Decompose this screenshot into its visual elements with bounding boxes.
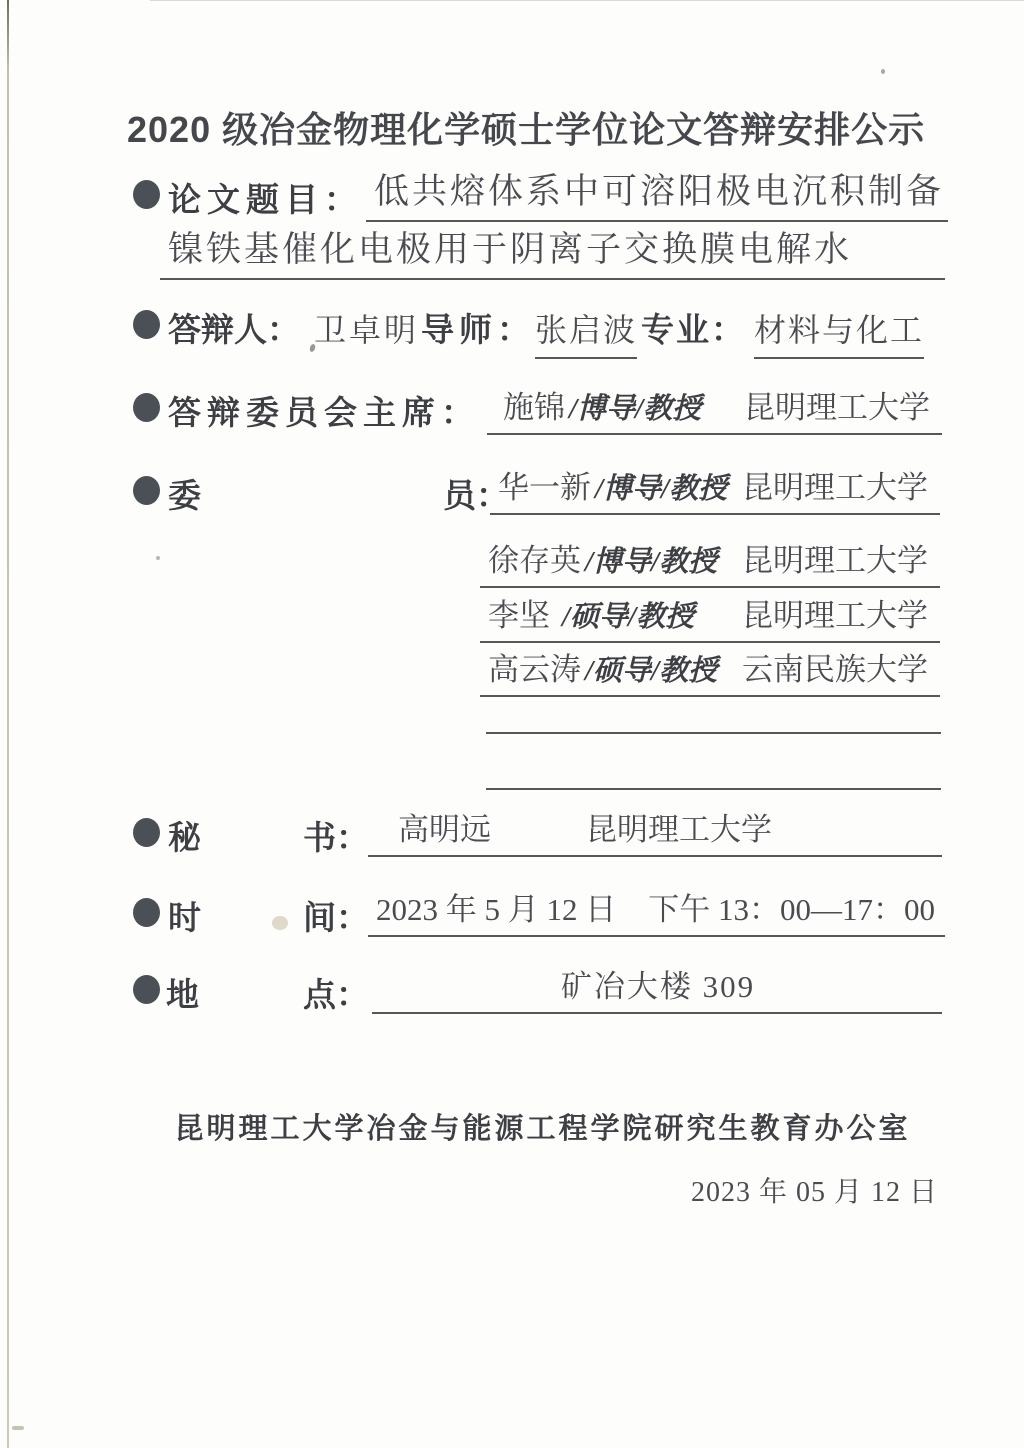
thesis-line2-text: 镍铁基催化电极用于阴离子交换膜电解水 — [168, 230, 853, 269]
secretary-label-right: 书： — [303, 821, 369, 857]
location-label-left: 地 — [166, 978, 199, 1014]
bullet-icon — [133, 180, 160, 209]
secretary-label-left: 秘 — [168, 821, 201, 857]
time-date: 2023 年 5 月 12 日 — [376, 892, 617, 927]
advisor-label: 导师： — [421, 313, 536, 349]
committee-label-right: 员： — [443, 479, 509, 515]
chair-degree-title: /博导/教授 — [569, 393, 702, 425]
committee-row — [0, 466, 1024, 515]
time-underline — [368, 884, 945, 937]
thesis-title-row — [0, 170, 1024, 222]
committee-row — [0, 539, 1024, 588]
member-degree-title: /硕导/教授 — [585, 655, 718, 687]
chair-underline — [487, 382, 942, 435]
bullet-icon — [133, 818, 160, 847]
location-row — [0, 965, 1024, 1014]
secretary-name: 高明远 — [398, 812, 491, 847]
member-name: 高云涛 — [488, 652, 581, 687]
bullet-icon — [133, 898, 160, 927]
member-degree-title: /博导/教授 — [585, 546, 718, 578]
thesis-label: 论文题目： — [168, 183, 363, 219]
location-label-right: 点： — [303, 978, 369, 1014]
member-underline — [480, 590, 940, 643]
major-value: 材料与化工 — [754, 305, 924, 359]
advisor-name: 张启波 — [535, 305, 637, 359]
committee-label-left: 委 — [168, 479, 201, 515]
time-row — [0, 888, 1024, 937]
member-affiliation: 昆明理工大学 — [742, 598, 928, 633]
footer-date: 2023 年 05 月 12 日 — [690, 1177, 938, 1208]
chair-name: 施锦 — [503, 390, 565, 425]
member-affiliation: 云南民族大学 — [742, 652, 928, 687]
member-underline — [490, 462, 940, 515]
blank-member-line — [486, 788, 941, 790]
bullet-icon — [133, 393, 160, 422]
time-label-left: 时 — [168, 901, 201, 937]
member-name: 徐存英 — [488, 543, 581, 578]
bullet-icon — [133, 975, 160, 1004]
member-affiliation: 昆明理工大学 — [742, 470, 928, 505]
scan-top-edge-artifact — [150, 0, 1024, 1]
chair-row — [0, 383, 1024, 435]
defender-label: 答辩人： — [168, 313, 300, 349]
secretary-row — [0, 808, 1024, 857]
location-value: 矿冶大楼 309 — [560, 969, 756, 1004]
chair-affiliation: 昆明理工大学 — [744, 390, 930, 425]
committee-row — [0, 648, 1024, 697]
defender-line — [168, 304, 924, 359]
secretary-affiliation: 昆明理工大学 — [586, 812, 772, 847]
secretary-underline — [368, 804, 942, 857]
member-degree-title: /硕导/教授 — [562, 601, 695, 633]
scan-speck — [881, 69, 885, 74]
page-title: 2020 级冶金物理化学硕士学位论文答辩安排公示 — [127, 109, 926, 150]
member-degree-title: /博导/教授 — [595, 473, 728, 505]
committee-row — [0, 594, 1024, 643]
blank-member-line — [486, 732, 941, 734]
scan-speck — [12, 1426, 24, 1430]
defender-name: 卫卓明 — [314, 312, 420, 348]
footer-office: 昆明理工大学冶金与能源工程学院研究生教育办公室 — [174, 1113, 911, 1145]
bullet-icon — [133, 476, 160, 505]
member-name: 李坚 — [488, 598, 550, 633]
thesis-line1-underline — [366, 164, 948, 222]
bullet-icon — [133, 310, 160, 339]
time-hours: 下午 13：00—17：00 — [648, 892, 935, 927]
thesis-title-row-2 — [0, 228, 1024, 280]
member-name: 华一新 — [498, 470, 591, 505]
member-affiliation: 昆明理工大学 — [742, 543, 928, 578]
location-underline — [372, 961, 942, 1014]
major-label: 专业： — [641, 313, 747, 349]
chair-label: 答辩委员会主席： — [168, 396, 480, 432]
member-underline — [480, 535, 940, 588]
time-label-right: 间： — [303, 901, 369, 937]
member-underline — [480, 644, 940, 697]
defender-row — [0, 300, 1024, 352]
thesis-line1-text: 低共熔体系中可溶阳极电沉积制备 — [374, 172, 945, 211]
thesis-line2-underline — [160, 222, 945, 280]
